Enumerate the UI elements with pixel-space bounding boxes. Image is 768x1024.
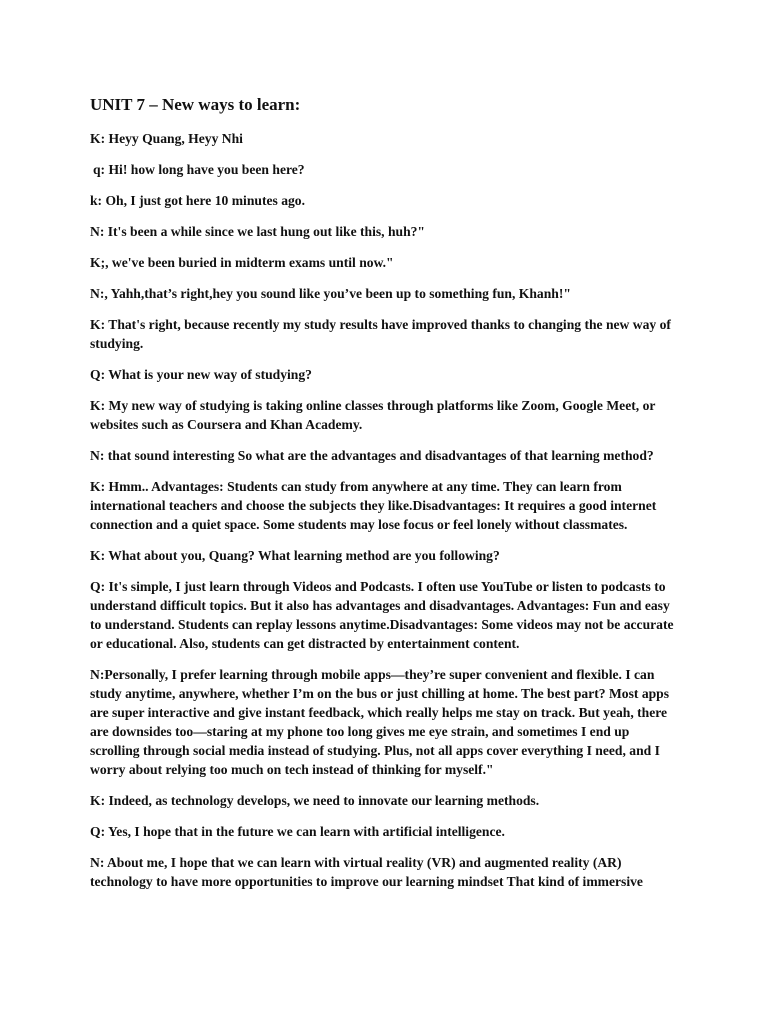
dialogue-line-12: K: What about you, Quang? What learning method are you following? <box>90 548 500 563</box>
dialogue-line-7: K: That's right, because recently my study results have improved thanks to changing the new way of studying. <box>90 317 671 351</box>
document-body <box>90 95 682 903</box>
dialogue-line-8: Q: What is your new way of studying? <box>90 367 312 382</box>
dialogue-line-9: K: My new way of studying is taking online classes through platforms like Zoom, Google Meet, or websites such as Coursera and Khan Academy. <box>90 398 656 432</box>
dialogue-line-2: q: Hi! how long have you been here? <box>93 162 305 177</box>
dialogue-line-10: N: that sound interesting So what are the advantages and disadvantages of that learning method? <box>90 448 654 463</box>
dialogue-line-13: Q: It's simple, I just learn through Videos and Podcasts. I often use YouTube or listen to podcasts to understand difficult topics. But it also has advantages and disadvantages. Advantages: Fun and easy to understand. Students can replay lessons anytime.Disadvantages: Some videos may not be accurate or educational. Also, students can get distracted by entertainment content. <box>90 579 674 651</box>
document-title: UNIT 7 – New ways to learn: <box>90 95 301 114</box>
dialogue-line-17: N: About me, I hope that we can learn with virtual reality (VR) and augmented reality (AR) technology to have more opportunities to improve our learning mindset That kind of immersive <box>90 855 643 889</box>
dialogue-line-1: K: Heyy Quang, Heyy Nhi <box>90 131 243 146</box>
dialogue-line-5: K;, we've been buried in midterm exams until now." <box>90 255 394 270</box>
dialogue-line-16: Q: Yes, I hope that in the future we can learn with artificial intelligence. <box>90 824 505 839</box>
dialogue-line-14: N:Personally, I prefer learning through mobile apps—they’re super convenient and flexible. I can study anytime, anywhere, whether I’m on the bus or just chilling at home. The best part? Most apps are super interactive and give instant feedback, which really helps me stay on track. But yeah, there are downsides too—staring at my phone too long gives me eye strain, and sometimes I end up scrolling through social media instead of studying. Plus, not all apps cover everything I need, and I worry about relying too much on tech instead of thinking for myself." <box>90 667 670 777</box>
dialogue-line-11: K: Hmm.. Advantages: Students can study from anywhere at any time. They can learn from international teachers and choose the subjects they like.Disadvantages: It requires a good internet connection and a quiet space. Some students may lose focus or feel lonely without classmates. <box>90 479 657 532</box>
dialogue-line-6: N:, Yahh,that’s right,hey you sound like you’ve been up to something fun, Khanh!" <box>90 286 571 301</box>
dialogue-line-4: N: It's been a while since we last hung out like this, huh?" <box>90 224 425 239</box>
dialogue-line-3: k: Oh, I just got here 10 minutes ago. <box>90 193 305 208</box>
dialogue-line-15: K: Indeed, as technology develops, we need to innovate our learning methods. <box>90 793 540 808</box>
